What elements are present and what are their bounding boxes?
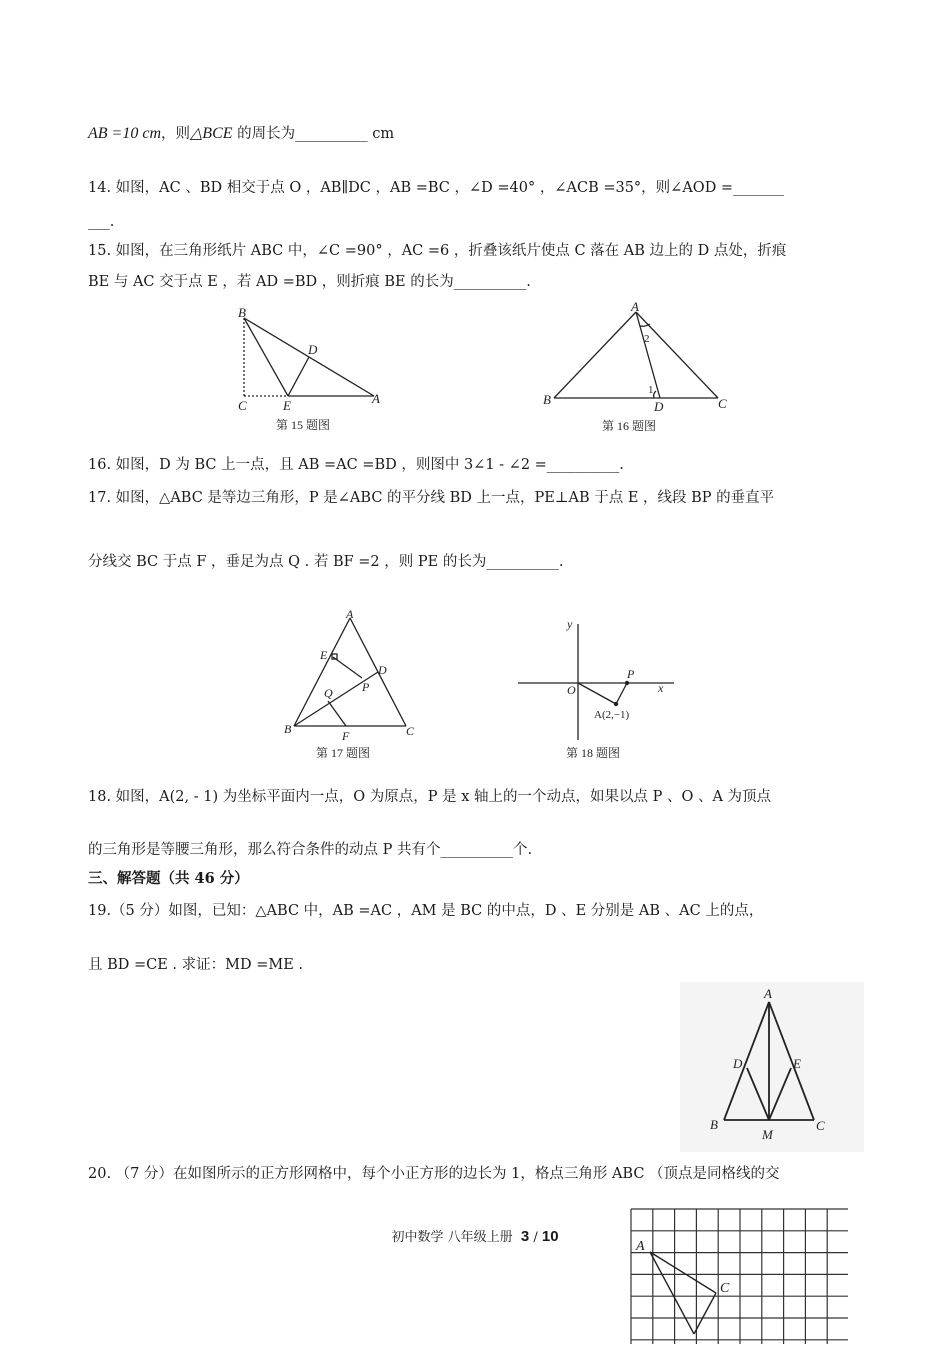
figure-20 [628, 1206, 848, 1348]
figure-18 [512, 614, 682, 768]
q13-text1: ，则 [161, 126, 190, 142]
footer-total: 10 [541, 1228, 559, 1245]
fig15-label-a: A [372, 391, 380, 406]
fig16-label-d: D [654, 399, 664, 414]
fig19-label-b: B [710, 1117, 718, 1132]
fig17-label-f: F [342, 729, 350, 743]
footer-subject: 初中数学 八年级上册 [391, 1230, 513, 1245]
fig15-label-e: E [283, 398, 291, 413]
q13-math2: △BCE [190, 125, 233, 142]
fig16-angle-1: 1 [648, 384, 654, 396]
q18-line2: 的三角形是等腰三角形，那么符合条件的动点 P 共有个__________个. [88, 842, 533, 858]
q13-math: AB =10 cm [88, 125, 161, 142]
fig18-label-o: O [567, 683, 576, 697]
fig19-label-m: M [762, 1127, 773, 1142]
fig17-label-p: P [362, 680, 370, 694]
fig15-label-c: C [238, 398, 247, 413]
fig17-label-b: B [284, 722, 292, 736]
q16-line1: 16. 如图，D 为 BC 上一点，且 AB =AC =BD ，则图中 3∠1 - ∠2 =__________. [88, 457, 624, 473]
fig16-angle-2: 2 [644, 333, 650, 345]
fig17-label-c: C [406, 724, 415, 738]
q15-line1: 15. 如图，在三角形纸片 ABC 中，∠C =90° ，AC =6 ，折叠该纸片使点 C 落在 AB 边上的 D 点处，折痕 [88, 243, 787, 259]
fig17-label-d: D [378, 663, 387, 677]
q19-line1: 19.（5 分）如图，已知：△ABC 中，AB =AC ，AM 是 BC 的中点，D 、E 分别是 AB 、AC 上的点， [88, 903, 764, 919]
q20-line1: 20. （7 分）在如图所示的正方形网格中，每个小正方形的边长为 1，格点三角形 ABC （顶点是同格线的交 [88, 1166, 780, 1182]
figure-19 [680, 982, 864, 1156]
fig17-label-e: E [320, 648, 328, 662]
fig19-label-c: C [816, 1118, 825, 1133]
fig19-label-a: A [764, 986, 772, 1001]
fig19-label-e: E [793, 1056, 801, 1071]
fig16-label-a: A [631, 300, 639, 314]
q13-text2: 的周长为__________ cm [232, 126, 395, 142]
fig18-label-y: y [567, 617, 573, 631]
fig16-label-c: C [718, 396, 727, 411]
fig19-label-d: D [733, 1056, 743, 1071]
fig18-label-x: x [658, 681, 664, 695]
q14-line1: 14. 如图，AC 、BD 相交于点 O ，AB∥DC ，AB =BC ，∠D =40° ，∠ACB =35°，则∠AOD =_______ [88, 180, 784, 196]
fig15-label-d: D [308, 342, 318, 357]
footer-page: 3 [520, 1228, 530, 1245]
fig15-label-b: B [238, 306, 246, 320]
q17-line1: 17. 如图，△ABC 是等边三角形，P 是∠ABC 的平分线 BD 上一点，PE⊥AB 于点 E ，线段 BP 的垂直平 [88, 490, 775, 506]
q17-line2: 分线交 BC 于点 F ，垂足为点 Q . 若 BF =2 ，则 PE 的长为__________. [88, 554, 564, 570]
fig16-label-b: B [543, 392, 551, 407]
figure-16 [540, 300, 740, 440]
fig17-label-q: Q [324, 686, 333, 700]
figure-15 [226, 306, 396, 440]
fig15-caption: 第 15 题图 [276, 418, 331, 432]
q18-line1: 18. 如图，A(2, - 1) 为坐标平面内一点，O 为原点，P 是 x 轴上的一个动点，如果以点 P 、O 、A 为顶点 [88, 789, 772, 805]
footer-sep: / [529, 1230, 542, 1245]
fig17-caption: 第 17 题图 [316, 746, 371, 760]
fig18-label-a: A(2,−1) [594, 709, 630, 721]
fig20-label-a: A [636, 1239, 645, 1254]
fig16-caption: 第 16 题图 [602, 419, 657, 433]
figure-17 [282, 606, 432, 770]
q14-line2: ___. [88, 214, 115, 230]
q13-tail [88, 124, 394, 144]
fig18-caption: 第 18 题图 [566, 746, 621, 760]
fig17-label-a: A [346, 607, 354, 621]
section-heading: 三、解答题（共 46 分） [88, 870, 249, 887]
q19-line2: 且 BD =CE . 求证：MD =ME . [88, 957, 304, 973]
q15-line2: BE 与 AC 交于点 E ，若 AD =BD ，则折痕 BE 的长为__________. [88, 274, 531, 290]
fig18-label-p: P [627, 667, 635, 681]
fig20-label-c: C [720, 1281, 730, 1296]
